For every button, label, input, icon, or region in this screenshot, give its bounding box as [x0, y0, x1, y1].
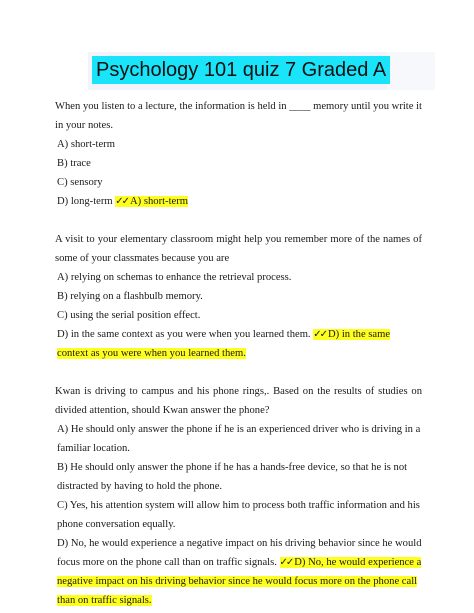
title-banner [88, 52, 388, 90]
option-c: C) using the serial position effect. [57, 310, 201, 321]
quiz-content [55, 97, 422, 610]
option-c: C) Yes, his attention system will allow him to process both traffic information and his phone conversation equally. [57, 500, 420, 530]
question-1 [55, 97, 422, 211]
answer-text: D) No, he would experience a negative impact on his driving behavior since he would focus more on the phone call than on traffic signals. [57, 557, 422, 606]
question-text: A visit to your elementary classroom might help you remember more of the names of some of your classmates because you are [55, 234, 422, 264]
answer-text: D) in the same context as you were when you learned them. [57, 329, 391, 359]
answer-highlight [115, 196, 188, 207]
question-text: Kwan is driving to campus and his phone rings,. Based on the results of studies on divided attention, should Kwan answer the phone? [55, 386, 422, 416]
option-d: D) in the same context as you were when you learned them. [57, 329, 311, 340]
option-b: B) trace [57, 158, 91, 169]
option-d: D) No, he would experience a negative impact on his driving behavior since he would focus more on the phone call than on traffic signals. [57, 538, 422, 568]
option-a: A) short-term [57, 139, 115, 150]
option-a: A) He should only answer the phone if he is an experienced driver who is driving in a familiar location. [57, 424, 421, 454]
page-title: Psychology 101 quiz 7 Graded A [92, 56, 390, 84]
option-c: C) sensory [57, 177, 103, 188]
option-d: D) long-term [57, 196, 113, 207]
double-check-icon: ✓✓ [279, 557, 293, 568]
option-a: A) relying on schemas to enhance the retrieval process. [57, 272, 292, 283]
double-check-icon: ✓✓ [313, 329, 326, 340]
answer-text: A) short-term [130, 196, 188, 207]
question-3 [55, 382, 422, 610]
question-2 [55, 230, 422, 363]
question-text: When you listen to a lecture, the information is held in ____ memory until you write it in your notes. [55, 101, 422, 131]
double-check-icon: ✓✓ [115, 196, 129, 207]
option-b: B) He should only answer the phone if he has a hands-free device, so that he is not distracted by having to hold the phone. [57, 462, 408, 492]
option-b: B) relying on a flashbulb memory. [57, 291, 203, 302]
option-d-with-answer [55, 325, 422, 363]
option-d-with-answer [55, 534, 422, 610]
option-d-with-answer [55, 192, 422, 211]
